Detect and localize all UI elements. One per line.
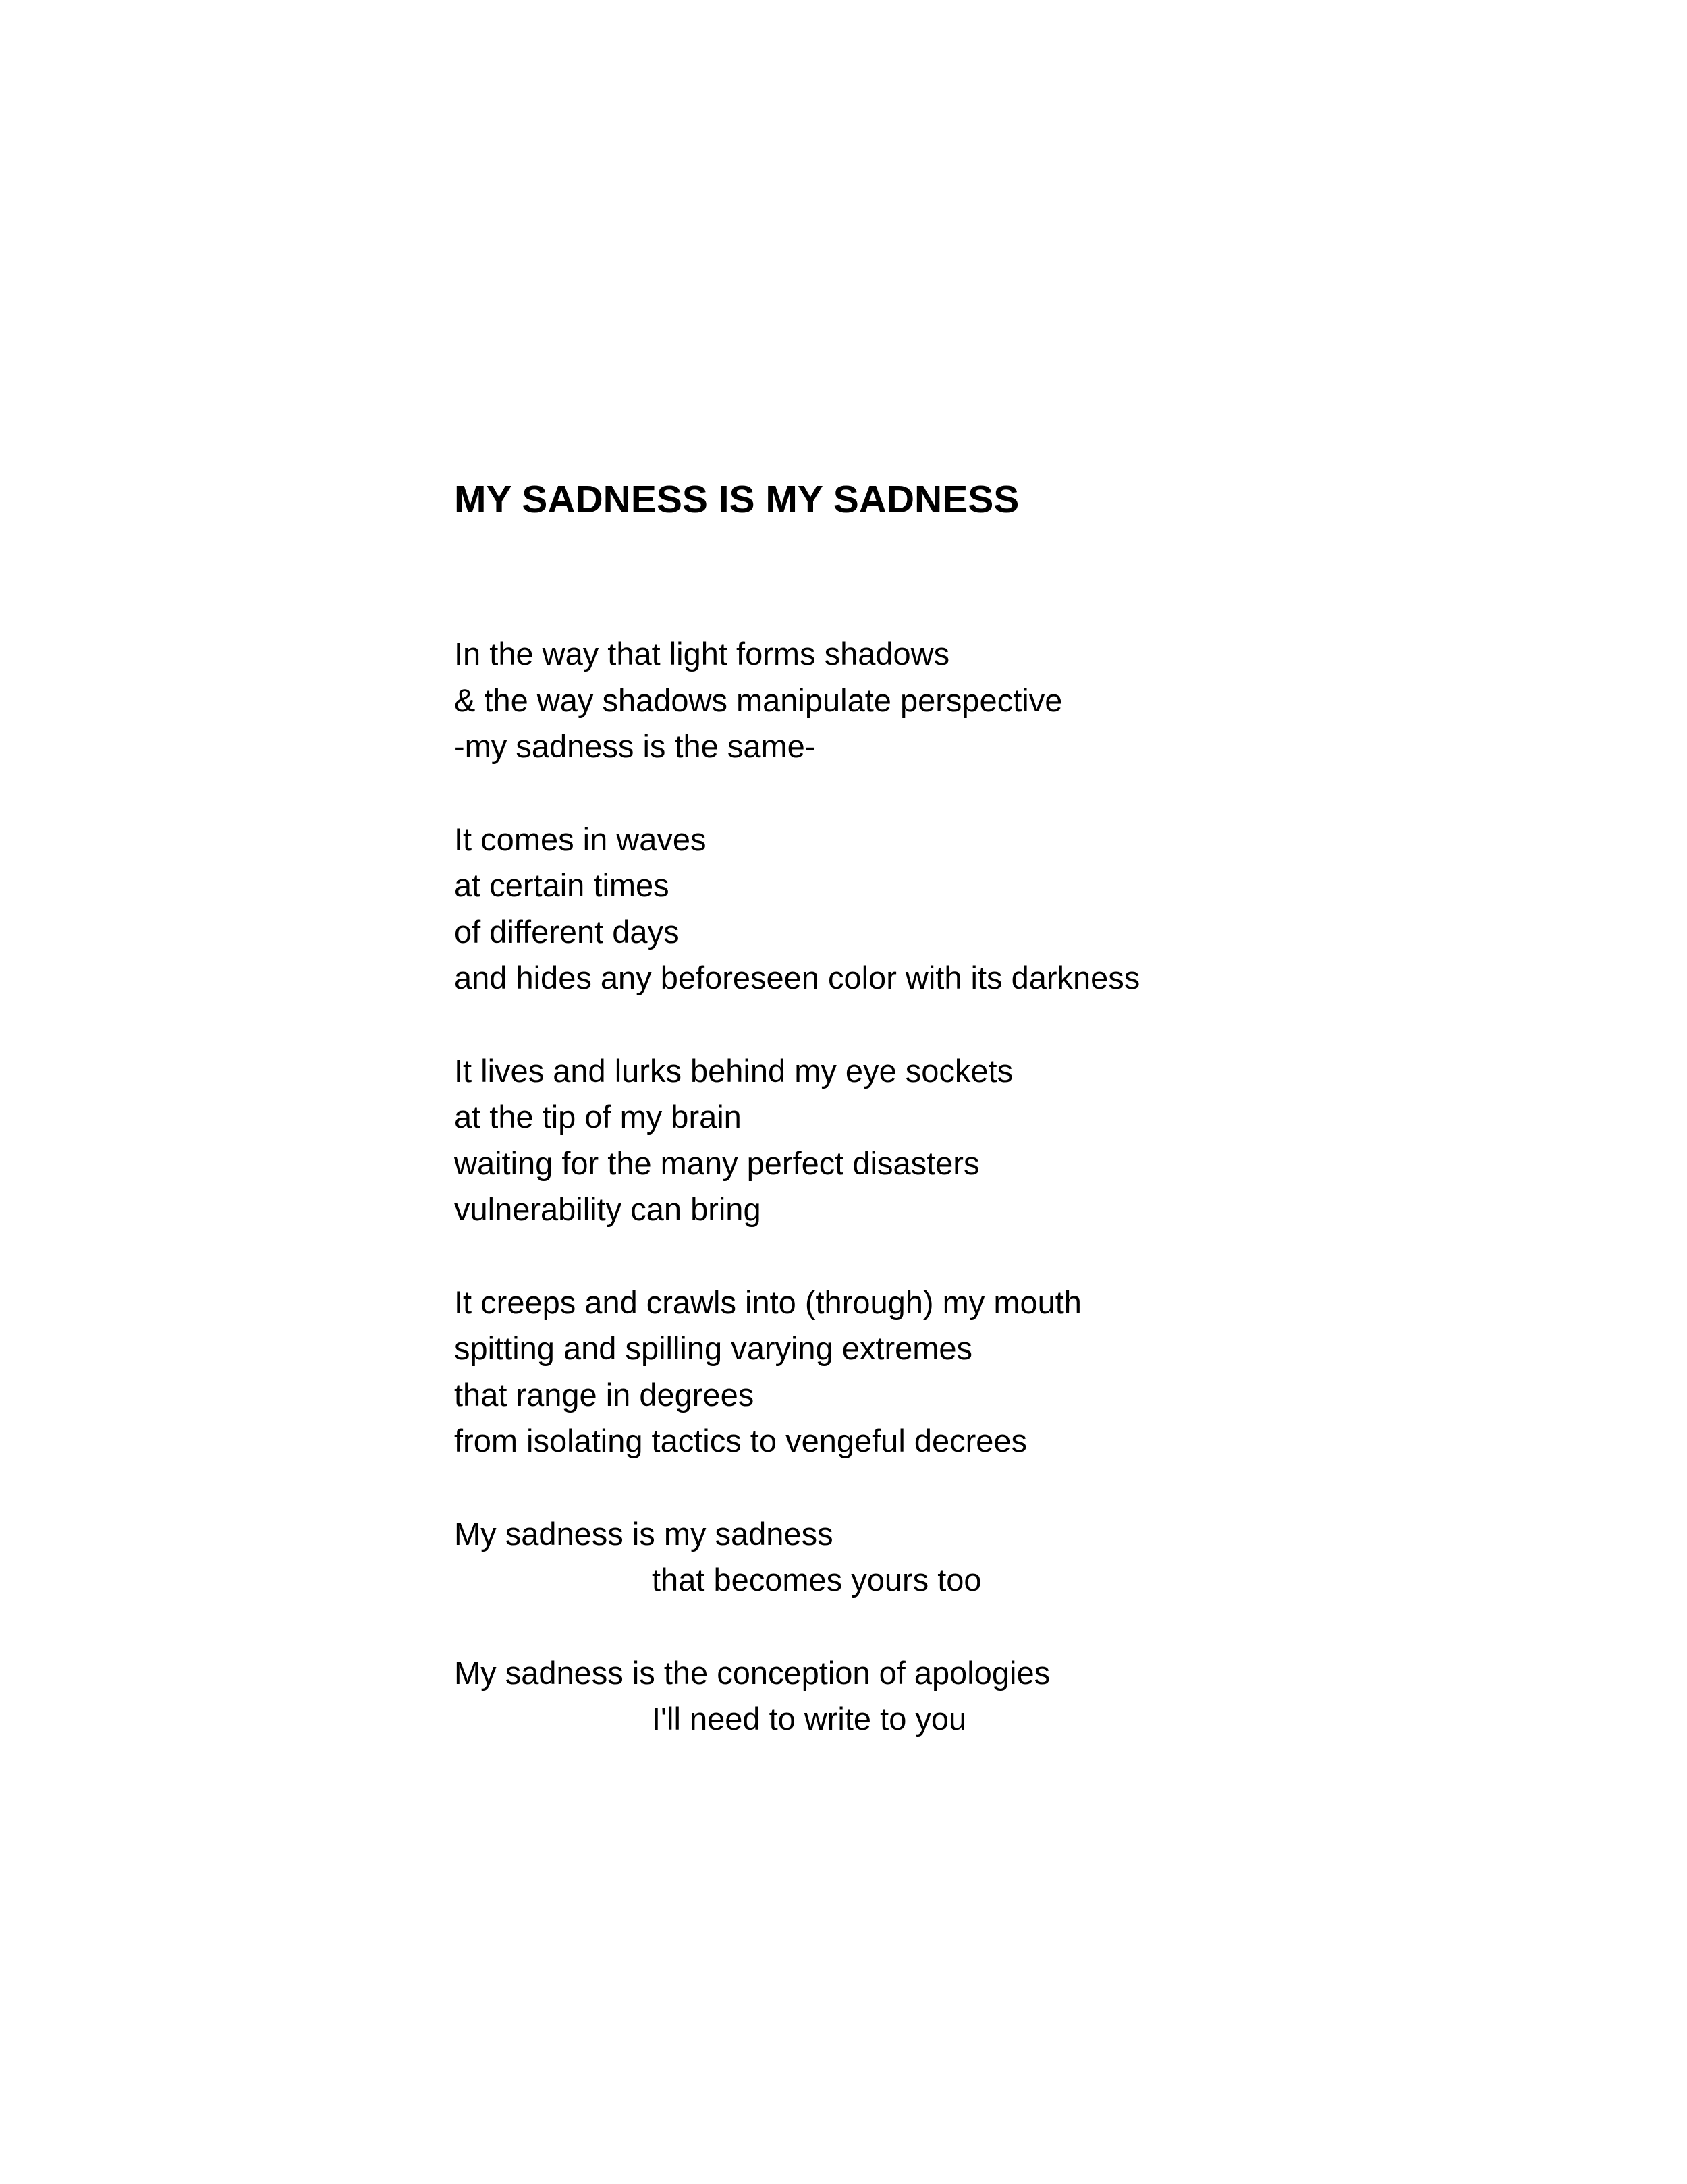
poem-line: vulnerability can bring: [454, 1191, 761, 1227]
poem-line-indented: I'll need to write to you: [652, 1701, 967, 1737]
poem-line: -my sadness is the same-: [454, 728, 816, 764]
stanza-3: [454, 1048, 1534, 1233]
poem-line: & the way shadows manipulate perspective: [454, 682, 1063, 718]
poem-line: at certain times: [454, 867, 669, 903]
poem-title: MY SADNESS IS MY SADNESS: [454, 478, 1020, 521]
poem-line: spitting and spilling varying extremes: [454, 1330, 973, 1366]
poem-line: In the way that light forms shadows: [454, 636, 950, 672]
stanza-4: [454, 1280, 1534, 1465]
poem-line-indented: that becomes yours too: [652, 1562, 982, 1598]
poem-line: It comes in waves: [454, 821, 707, 857]
stanza-1: [454, 631, 1534, 770]
poem-line: that range in degrees: [454, 1376, 754, 1413]
poem-line: from isolating tactics to vengeful decrees: [454, 1423, 1028, 1458]
poem-line: waiting for the many perfect disasters: [454, 1145, 980, 1181]
stanza-6: [454, 1650, 1534, 1743]
stanza-2: [454, 817, 1534, 1002]
poem-line: My sadness is my sadness: [454, 1515, 833, 1552]
stanza-5: [454, 1511, 1534, 1604]
poem-line: My sadness is the conception of apologies: [454, 1654, 1051, 1691]
poem-body: [454, 631, 1534, 1789]
poem-line: It creeps and crawls into (through) my mouth: [454, 1284, 1082, 1320]
poem-line: at the tip of my brain: [454, 1099, 742, 1135]
poem-line: of different days: [454, 913, 680, 950]
poem-line: It lives and lurks behind my eye sockets: [454, 1052, 1014, 1089]
poem-line: and hides any beforeseen color with its darkness: [454, 960, 1140, 995]
